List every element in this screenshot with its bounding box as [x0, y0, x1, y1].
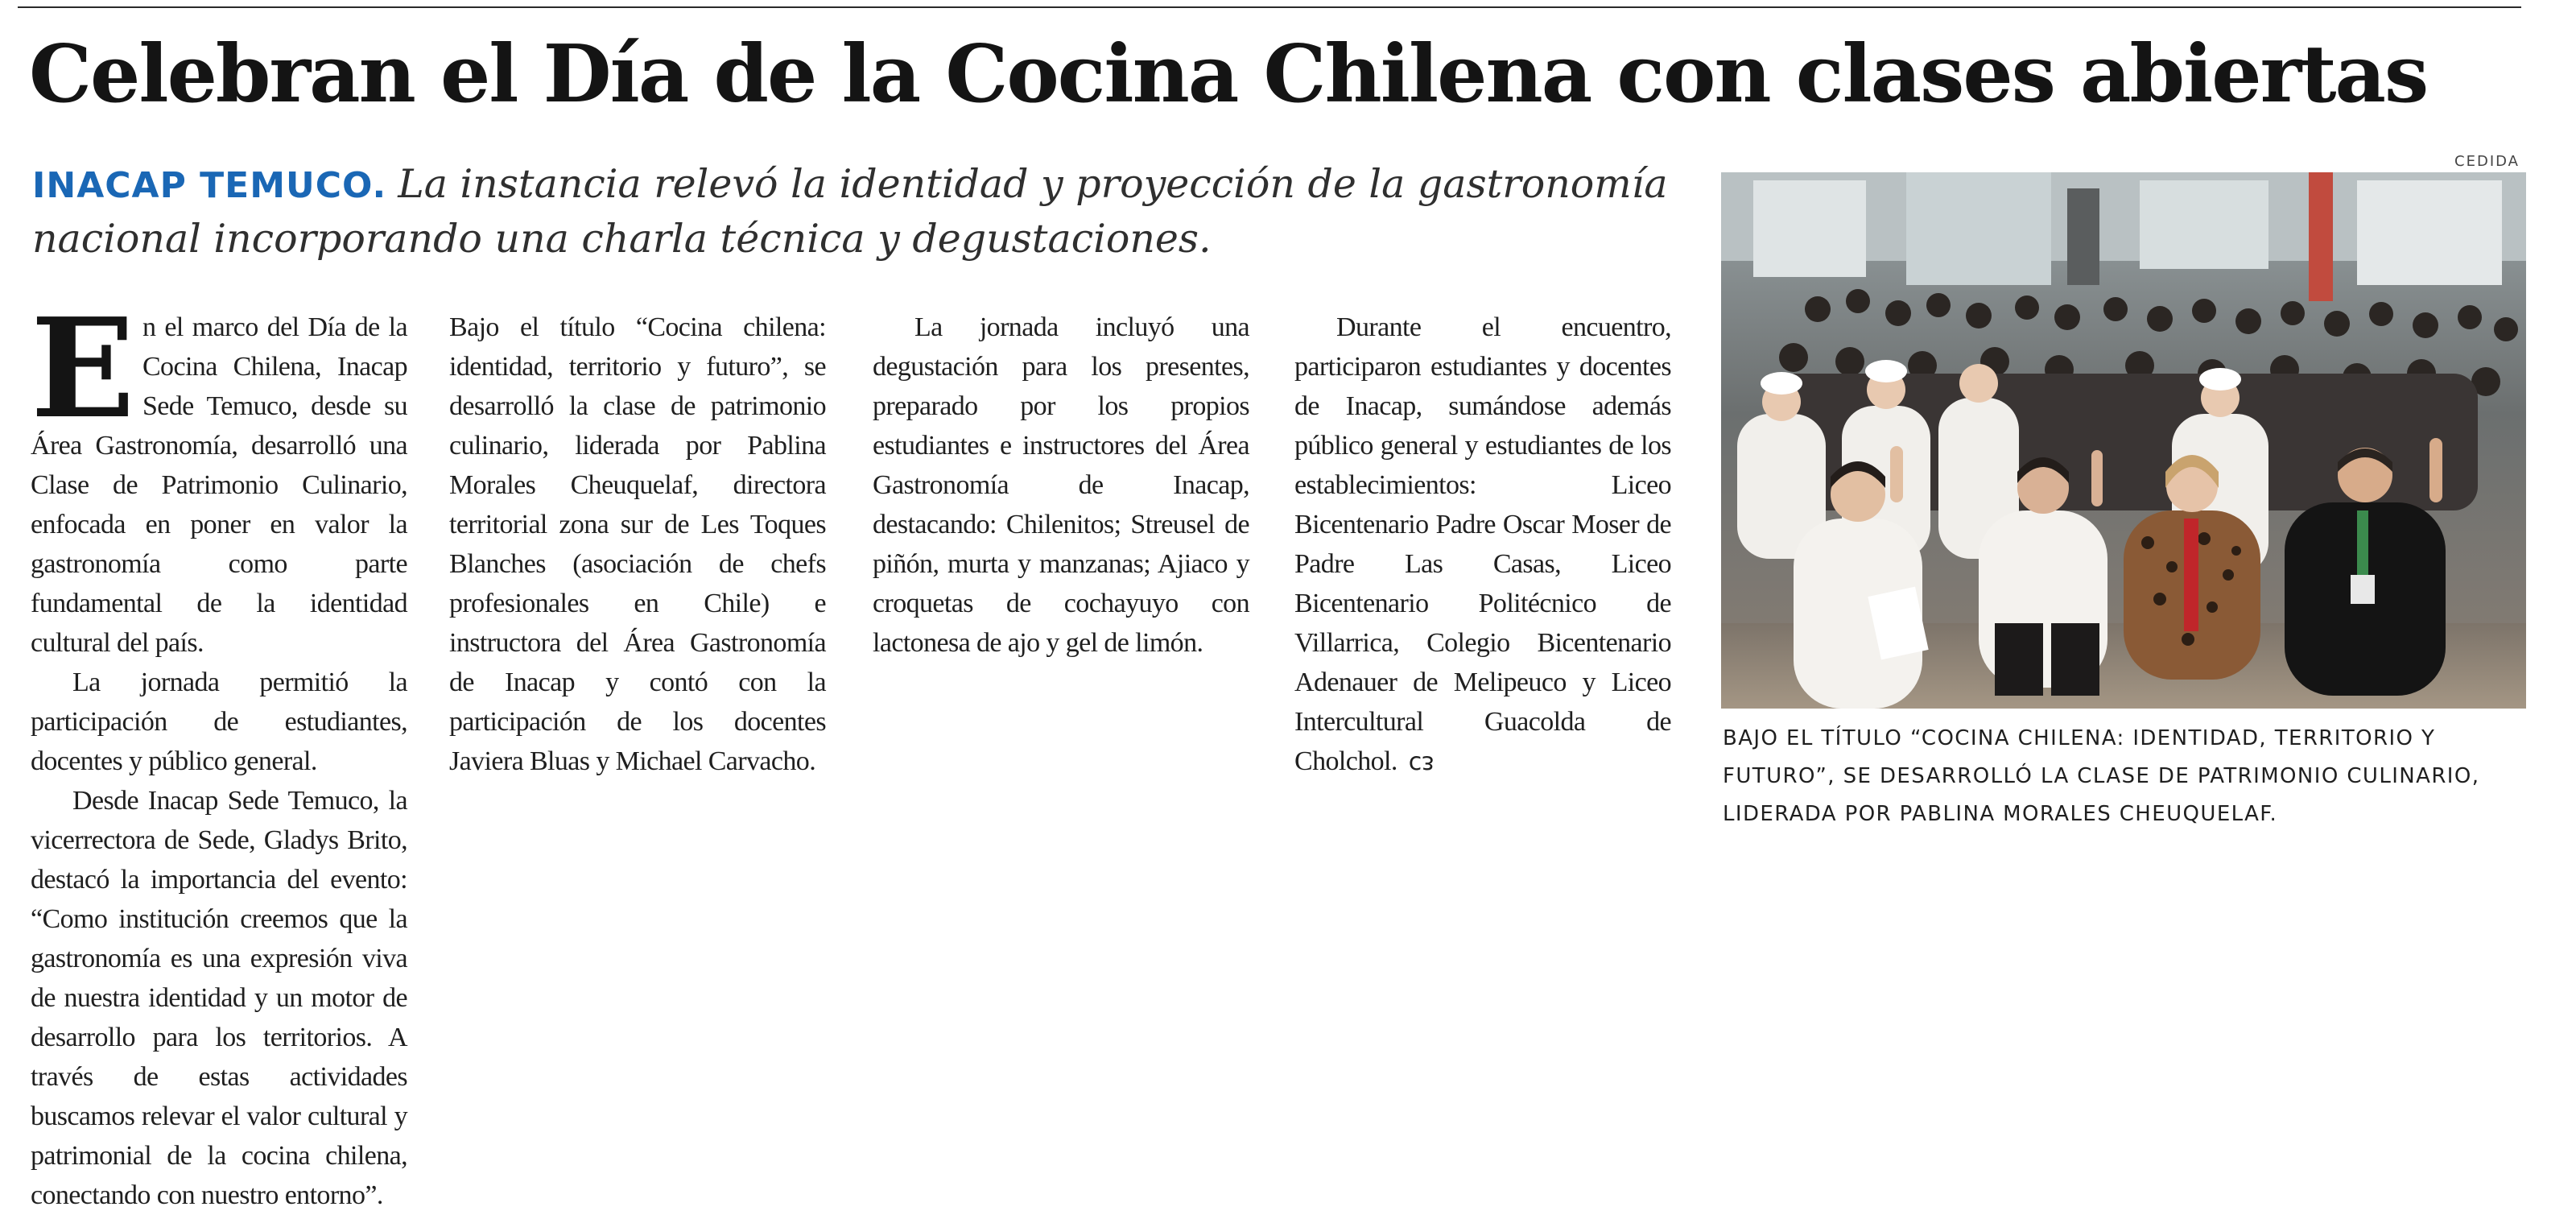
column-3 [873, 308, 1249, 663]
top-rule [18, 6, 2521, 8]
paragraph-5: La jornada incluyó una degustación para los presentes, preparado por los propios estudiantes e instructores del Área Gastronomía de Inacap, destacando: Chilenitos; Streusel de piñón, murta y manzanas; Ajiaco y croquetas de cochayuyo con lactonesa de ajo y gel de limón. [873, 312, 1249, 658]
deck-text: La instancia relevó la identidad y proyección de la gastronomía nacional incorporando una charla técnica y degustaciones. [32, 161, 1668, 262]
drop-cap: E [31, 288, 134, 449]
column-4 [1294, 308, 1671, 782]
paragraph-4: Bajo el título “Cocina chilena: identidad, territorio y futuro”, se desarrolló la clase de patrimonio culinario, liderada por Pablina Morales Cheuquelaf, directora territorial zona sur de Les Toques Blanches (asociación de chefs profesionales en Chile) e instructora del Área Gastronomía de Inacap y contó con la participación de los docentes Javiera Bluas y Michael Carvacho. [449, 312, 826, 776]
paragraph-1 [31, 288, 407, 663]
deck [32, 158, 1674, 266]
paragraph-6 [1294, 308, 1671, 782]
group-photo [1721, 172, 2526, 709]
photo-caption: BAJO EL TÍTULO “COCINA CHILENA: IDENTIDAD, TERRITORIO Y FUTURO”, SE DESARROLLÓ LA CLASE DE PATRIMONIO CULINARIO, LIDERADA POR PABLINA MORALES CHEUQUELAF. [1723, 726, 2480, 826]
column-2 [449, 308, 826, 781]
paragraph-1-text: n el marco del Día de la Cocina Chilena, Inacap Sede Temuco, desde su Área Gastronomía, desarrolló una Clase de Patrimonio Culinario, enfocada en poner en valor la gastronomía como parte fundamental de la identidad cultural del país. [31, 312, 407, 658]
end-mark-icon: ᴄᴈ [1408, 748, 1435, 776]
paragraph-2: La jornada permitió la participación de estudiantes, docentes y público general. [31, 667, 407, 776]
kicker: INACAP TEMUCO. [32, 165, 387, 206]
group-photo-illustration [1721, 172, 2526, 709]
paragraph-3: Desde Inacap Sede Temuco, la vicerrectora de Sede, Gladys Brito, destacó la importancia del evento: “Como institución creemos que la gastronomía es una expresión viva de nuestra identidad y un motor de desarrollo para los territorios. A través de estas actividades buscamos relevar el valor cultural y patrimonial de la cocina chilena, conectando con nuestro entorno”. [31, 786, 407, 1210]
article-body [31, 288, 1673, 1210]
headline: Celebran el Día de la Cocina Chilena con clases abiertas [29, 28, 2428, 121]
photo-credit: CEDIDA [2454, 153, 2520, 170]
column-1 [31, 288, 407, 1215]
paragraph-6-text: Durante el encuentro, participaron estudiantes y docentes de Inacap, sumándose además público general y estudiantes de los establecimientos: Liceo Bicentenario Padre Oscar Moser de Padre Las Casas, Liceo Bicentenario Politécnico de Villarrica, Colegio Bicentenario Adenauer de Melipeuco y Liceo Intercultural Guacolda de Cholchol. [1294, 312, 1671, 776]
